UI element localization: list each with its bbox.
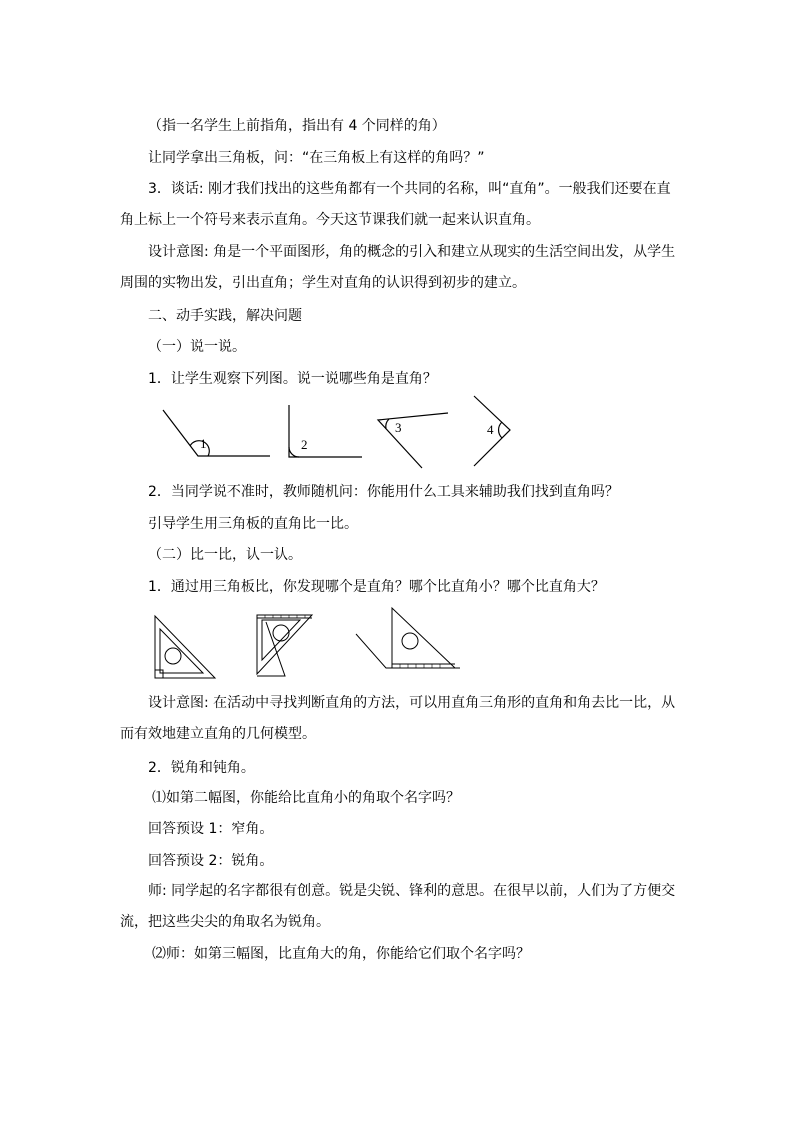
paragraph-15: ⑵师：如第三幅图，比直角大的角，你能给它们取个名字吗？ — [152, 946, 530, 962]
paragraph-9: 设计意图: 在活动中寻找判断直角的方法，可以用直角三角形的直角和角去比一比，从而有效地建立直角的几何模型。 — [120, 695, 676, 742]
angle-label-2: 2 — [301, 437, 308, 452]
triangle-ruler-3 — [356, 608, 460, 668]
triangle-ruler-1 — [155, 616, 215, 678]
paragraph-10: 2．锐角和钝角。 — [148, 760, 255, 776]
paragraph-11: ⑴如第二幅图，你能给比直角小的角取个名字吗？ — [152, 790, 460, 806]
paragraph-3: 3．谈话: 刚才我们找出的这些角都有一个共同的名称，叫“直角”。一般我们还要在直角上标上一个符号来表示直角。今天这节课我们就一起来认识直角。 — [120, 181, 671, 228]
paragraph-5: 1．让学生观察下列图。说一说哪些角是直角？ — [148, 371, 437, 387]
subsection-heading-2: （二）比一比，认一认。 — [148, 547, 302, 563]
paragraph-1: （指一名学生上前指角，指出有 4 个同样的角） — [148, 118, 446, 134]
paragraph-4: 设计意图: 角是一个平面图形，角的概念的引入和建立从现实的生活空间出发，从学生周围的实物出发，引出直角；学生对直角的认识得到初步的建立。 — [120, 244, 676, 291]
paragraph-6: 2．当同学说不准时，教师随机问：你能用什么工具来辅助我们找到直角吗？ — [148, 484, 619, 500]
paragraph-2: 让同学拿出三角板，问：“在三角板上有这样的角吗？” — [148, 150, 485, 166]
angle-label-3: 3 — [395, 420, 402, 435]
paragraph-8: 1．通过用三角板比，你发现哪个是直角？哪个比直角小？哪个比直角大？ — [148, 579, 605, 595]
angle-label-1: 1 — [200, 436, 207, 451]
paragraph-7: 引导学生用三角板的直角比一比。 — [148, 516, 358, 532]
paragraph-12: 回答预设 1：窄角。 — [148, 821, 274, 837]
triangle-ruler-2 — [257, 615, 312, 676]
angle-label-4: 4 — [487, 422, 494, 437]
section-heading: 二、动手实践，解决问题 — [148, 308, 302, 324]
paragraph-14: 师: 同学起的名字都很有创意。锐是尖锐、锋利的意思。在很早以前，人们为了方便交流，把这些尖尖的角取名为锐角。 — [120, 883, 676, 930]
subsection-heading-1: （一）说一说。 — [148, 339, 246, 355]
paragraph-13: 回答预设 2：锐角。 — [148, 853, 274, 869]
